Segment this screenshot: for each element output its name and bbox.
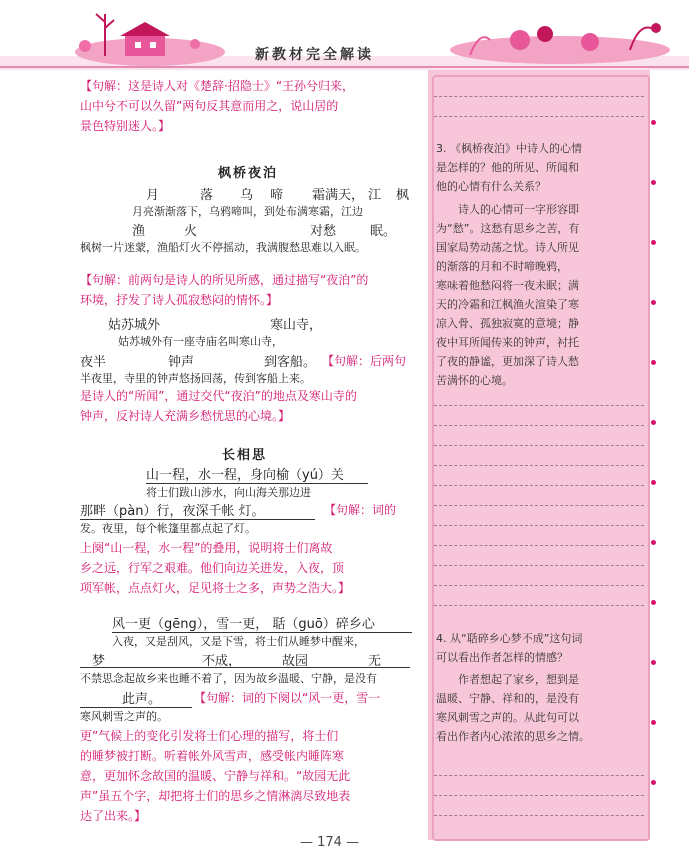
note-fengxue-line: 更”气候上的变化引发将士们心理的描写，将士们 [80,729,339,743]
note-fengxue-line: 达了出来。】 [80,809,147,823]
question-3-line: 3. 《枫桥夜泊》中诗人的心情 [436,142,582,155]
poem-char: 乌 [240,188,254,203]
note-changxiangsi-line: 乡之远，行军之艰难。他们向边关进发，入夜，顶 [80,561,345,575]
header-title: 新教材完全解读 [255,47,374,63]
decor-dot [651,780,656,785]
sidebar-rule [434,405,644,406]
decor-dot [651,540,656,545]
translation-line: 半夜里，寺里的钟声悠扬回荡，传到客船上来。 [80,372,311,385]
poem-title-fengqiao: 枫桥夜泊 [218,166,279,181]
answer-3-line: 寒味着他愁闷将一夜未眠；满 [436,279,579,292]
note-head: 【句解：词的下阕以“风一更，雪一 [194,691,381,705]
translation-line: 发。夜里，每个帐篷里都点起了灯。 [80,522,256,535]
translation-line: 寒风刺雪之声的。 [80,710,168,723]
decor-dot [651,600,656,605]
translation-line: 枫树一片迷蒙，渔船灯火不停摇动，我满腹愁思难以入眠。 [80,241,366,254]
sidebar-rule [434,465,644,466]
poem-line: 钟声 [168,355,195,370]
poem-char: 眠。 [370,224,397,239]
decor-dot [651,420,656,425]
translation-line: 将士们跋山涉水，向山海关那边进 [146,486,311,499]
question-4-line: 可以看出作者怎样的情感？ [436,651,568,664]
answer-3-line: 凉入骨、孤独寂寞的意境；静 [436,317,579,330]
decor-dot [651,480,656,485]
decor-dot [651,240,656,245]
note-head: 【句解：后两句 [322,354,407,368]
note-zhaoyinshi-line: 景色特别迷人。】 [80,119,171,133]
translation-line: 不禁思念起故乡来也睡不着了，因为故乡温暖、宁静，是没有 [80,672,377,685]
decor-dot [651,120,656,125]
translation-line: 姑苏城外有一座寺庙名叫寒山寺， [118,335,283,348]
decor-dot [651,300,656,305]
question-3-line: 他的心情有什么关系？ [436,180,546,193]
note-fengxue-line: 的睡梦被打断。听着帐外风雪声，感受帐内睡阵寒 [80,749,345,763]
poem-char: 无 [368,654,382,669]
answer-4-line: 寒风刺雪之声的。从此句可以 [436,711,579,724]
answer-3-line: 天的冷霜和江枫渔火渲染了寒 [436,298,579,311]
answer-3-line: 了夜的静谧，更加深了诗人愁 [436,355,579,368]
poem-char: 霜满天， [312,188,365,203]
sidebar-rule [434,485,644,486]
note-fengxue-line: 意，更加怀念故国的温暖、宁静与祥和。“故园无此 [80,769,351,783]
poem-char: 江 [368,188,382,203]
note-hanshansi-line: 是诗人的“所闻”，通过交代“夜泊”的地点及寒山寺的 [80,389,357,403]
question-3-line: 是怎样的？他的所见、所闻和 [436,161,579,174]
answer-4-line: 作者想起了家乡，想到是 [458,673,579,686]
poem-char: 故园 [282,654,309,669]
sidebar-rule [434,795,644,796]
note-head: 【句解：词的 [324,503,397,517]
note-hanshansi-line: 钟声，反衬诗人充满乡愁忧思的心境。】 [80,409,291,423]
sidebar-rule [434,525,644,526]
poem-char: 不成， [202,654,242,669]
answer-3-line: 为“愁”。这愁有思乡之苦，有 [436,222,580,235]
decor-dot [651,720,656,725]
sidebar-rule [434,445,644,446]
sidebar-rule [434,585,644,586]
poem-char: 渔 [132,224,146,239]
page-number: — 174 — [300,835,360,850]
poem-line-underline [80,650,410,668]
note-zhaoyinshi-line: 【句解：这是诗人对《楚辞·招隐士》“王孙兮归来， [80,79,355,93]
poem-char: 火 [184,224,198,239]
question-4-line: 4. 从“聒碎乡心梦不成”这句词 [436,632,583,645]
sidebar-rule [434,505,644,506]
answer-3-line: 国家局势动荡之忧。诗人所见 [436,241,579,254]
translation-line: 入夜，又是刮风，又是下雪，将士们从睡梦中醒来， [112,635,365,648]
poem-line: 山一程，水一程，身向榆（yú）关 [146,464,368,484]
poem-line: 姑苏城外 [108,318,161,333]
poem-title-changxiangsi: 长相思 [222,448,268,463]
decor-dot [651,660,656,665]
translation-line: 月亮渐渐落下，乌鸦啼叫，到处布满寒霜，江边 [132,205,363,218]
note-fengqiao-line: 环境，抒发了诗人孤寂愁闷的情怀。】 [80,293,279,307]
note-zhaoyinshi-line: 山中兮不可以久留”两句反其意而用之，说山居的 [80,99,339,113]
answer-3-line: 夜中耳所闻传来的钟声，衬托 [436,336,579,349]
poem-char: 对愁 [310,224,337,239]
poem-char: 梦 [92,654,106,669]
poem-char: 枫 [396,188,410,203]
note-fengxue-line: 声”虽五个字，却把将士们的思乡之情淋漓尽致地表 [80,789,351,803]
poem-line: 此声。 [80,688,192,708]
answer-3-line: 的渐落的月和不时啼晚鸦， [436,260,568,273]
sidebar-rule [434,545,644,546]
note-changxiangsi-line: 上阕“山一程，水一程”的叠用，说明将士们离故 [80,541,333,555]
sidebar-rule [434,775,644,776]
sidebar-rule [434,815,644,816]
decor-dot [651,180,656,185]
answer-3-line: 诗人的心情可一字形容即 [458,203,579,216]
sidebar-rule [434,565,644,566]
answer-3-line: 苦满怀的心境。 [436,374,513,387]
poem-char: 月 [146,188,160,203]
poem-line: 那畔（pàn）行，夜深千帐 灯。 [80,500,315,520]
poem-char: 落 [200,188,214,203]
decor-dot [651,360,656,365]
sidebar-rule [434,96,644,97]
note-changxiangsi-line: 项军帐，点点灯火，足见将士之多，声势之浩大。】 [80,581,351,595]
note-fengqiao-line: 【句解：前两句是诗人的所见所感，通过描写“夜泊”的 [80,273,369,287]
poem-line: 风一更（gēng），雪一更， 聒（guō）碎乡心 [112,613,412,633]
poem-line: 到客船。 [264,355,317,370]
sidebar-rule [434,425,644,426]
sidebar-rule [434,116,644,117]
sidebar-rule [434,605,644,606]
poem-line: 夜半 [80,355,107,370]
answer-4-line: 看出作者内心浓浓的思乡之情。 [436,730,590,743]
poem-line: 寒山寺， [270,318,323,333]
answer-4-line: 温暖、宁静、祥和的，是没有 [436,692,579,705]
poem-char: 啼 [270,188,284,203]
